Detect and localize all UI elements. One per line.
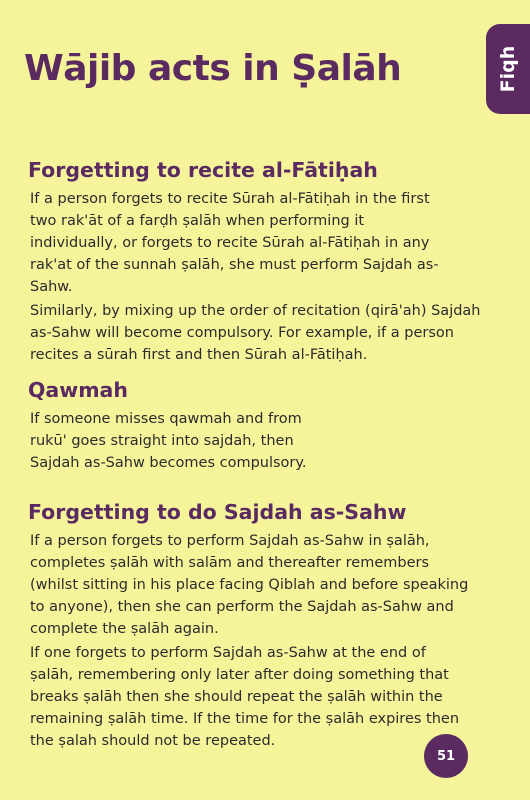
paragraph-qawmah: If someone misses qawmah and from rukū' goes straight into sajdah, then Sajdah as-Sahw becomes compulsory. [30,411,307,471]
section-heading-qawmah: Qawmah [28,378,128,402]
paragraph-fatihah-1: If a person forgets to recite Sūrah al-Fātiḥah in the first two rak'āt of a farḍh ṣalāh when performing it individually, or forgets to recite Sūrah al-Fātiḥah in any rak'at of the sunnah ṣalāh, she must perform Sajdah as-Sahw. [30,191,439,295]
paragraph-sajdah-2: If one forgets to perform Sajdah as-Sahw at the end of ṣalāh, remembering only later after doing something that breaks ṣalāh then she should repeat the ṣalāh within the remaining ṣalāh time. If the time for the ṣalāh expires then the ṣalah should not be repeated. [30,645,460,749]
page-number: 51 [424,734,468,778]
section-heading-sajdah: Forgetting to do Sajdah as-Sahw [28,500,407,524]
paragraph-sajdah-1: If a person forgets to perform Sajdah as-Sahw in ṣalāh, completes ṣalāh with salām and thereafter remembers (whilst sitting in his place facing Qiblah and before speaking to anyone), then she can perform the Sajdah as-Sahw and complete the ṣalāh again. [30,533,469,637]
paragraph-fatihah-2: Similarly, by mixing up the order of recitation (qirā'ah) Sajdah as-Sahw will become compulsory. For example, if a person recites a sūrah first and then Sūrah al-Fātiḥah. [30,303,481,363]
chapter-tab-label: Fiqh [497,45,519,93]
page-title: Wājib acts in Ṣalāh [24,48,402,89]
chapter-tab [486,24,530,114]
section-heading-fatihah: Forgetting to recite al-Fātiḥah [28,158,378,182]
